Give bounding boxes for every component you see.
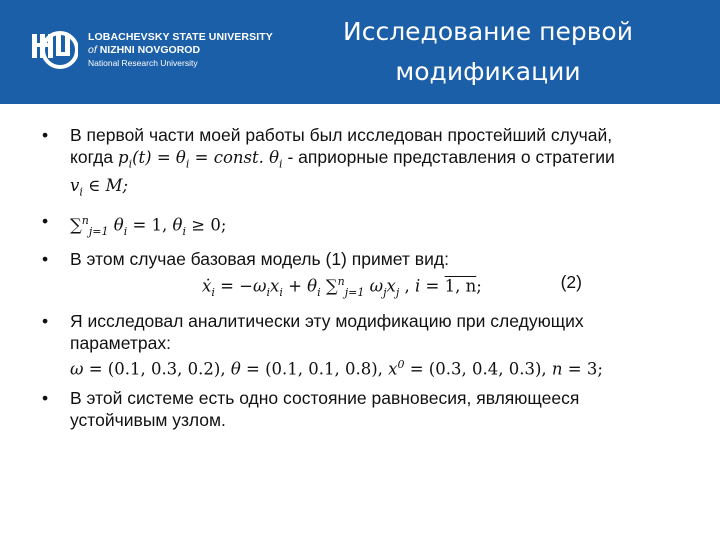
equation-2 [202, 271, 582, 304]
formula-theta-sum: ∑$^n_{j=1}$ $\theta_i = 1$, $\theta_i \ge 0$; [70, 213, 227, 238]
formula-model: ẋ$_i$ = $-\omega_ix_i + \theta_i$ ∑$^n_{j=1}$ $\omega_jx_j$ , i = 1, n; [202, 275, 482, 300]
formula-parameters: ω = (0.1, 0.3, 0.2), θ = (0.1, 0.1, 0.8), $x^0 = (0.3$, 0.4, 0.3), n = 3; [70, 358, 603, 379]
university-emblem-icon [30, 26, 78, 74]
bullet-marker: • [42, 125, 49, 145]
equation-number: (2) [560, 272, 582, 293]
bullet-item-3: • В этом случае базовая модель (1) примет вид: ẋ$_i$ = $-\omega_ix_i + \theta_i$ ∑$^n_{j=1}$ $\omega_jx_j$ , i = 1, n; (2) [38, 248, 678, 304]
logo-subtitle: National Research University [88, 57, 198, 68]
formula-v-in-m: $v_i$ ∈ M; [70, 176, 129, 199]
logo-text [88, 31, 273, 70]
bullet-item-4: • Я исследовал аналитически эту модификацию при следующих параметрах: ω = (0.1, 0.3, 0.2), θ = (0.1, 0.1, 0.8), $x^0 = (0.3$, 0.4, 0.3), n = 3; [38, 310, 678, 381]
bullet-list [38, 124, 678, 437]
university-logo [30, 26, 273, 74]
header-bar [0, 0, 720, 104]
logo-university-name: LOBACHEVSKY STATE UNIVERSITY [88, 30, 273, 43]
bullet-item-1: • В первой части моей работы был исследован простейший случай, когда $p_i(t) = \theta_i$ = const. $\theta_i$ - априорные представления о стратегии $v_i$ ∈ M; [38, 124, 678, 204]
bullet-item-2: • ∑$^n_{j=1}$ $\theta_i = 1$, $\theta_i \ge 0$; [38, 210, 678, 243]
bullet-item-5: • В этой системе есть одно состояние равновесия, являющееся устойчивым узлом. [42, 387, 580, 430]
formula-p-theta: $p_i(t) = \theta_i$ = const. $\theta_i$ [118, 148, 283, 171]
slide-title: Исследование первой модификации [343, 17, 633, 86]
logo-city: of NIZHNI NOVGOROD [88, 43, 201, 56]
